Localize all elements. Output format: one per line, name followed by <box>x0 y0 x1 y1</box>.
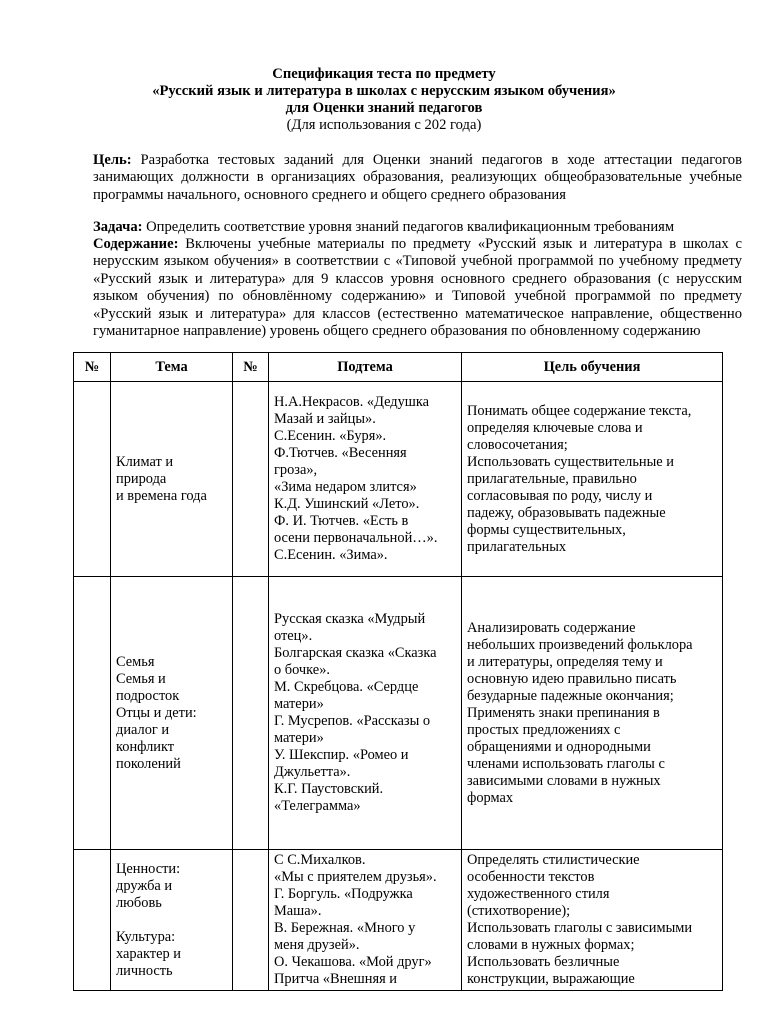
theme-line: конфликт <box>116 738 175 755</box>
goal-line: простых предложениях с <box>467 721 621 738</box>
goal-line: конструкции, выражающие <box>467 971 635 987</box>
subnum-cell <box>233 850 269 991</box>
goal-line: словами в нужных формах; <box>467 937 635 953</box>
goal-line: формы существительных, <box>467 521 626 538</box>
row-num-cell <box>74 382 111 577</box>
theme-line: любовь <box>116 894 162 911</box>
goal-line: формах <box>467 789 514 806</box>
theme-cell <box>111 850 233 991</box>
theme-line: Семья и <box>116 670 166 687</box>
theme-line: характер и <box>116 945 181 962</box>
theme-line: Отцы и дети: <box>116 704 197 721</box>
goal-line: основную идею правильно писать <box>467 670 677 687</box>
title-line-1: Спецификация теста по предмету <box>272 66 496 82</box>
theme-line: Культура: <box>116 928 176 945</box>
subtheme-line: матери» <box>274 696 324 712</box>
goal-line: Использовать существительные и <box>467 453 674 470</box>
table-row <box>74 577 723 850</box>
header-subtheme: Подтема <box>269 353 462 382</box>
content-paragraph <box>73 236 742 340</box>
subtheme-line: «Зима недаром злится» <box>274 479 417 495</box>
theme-line: диалог и <box>116 721 170 738</box>
subtheme-line: Г. Боргуль. «Подружка <box>274 886 413 902</box>
content-label: Содержание: <box>93 236 179 252</box>
goal-line: особенности текстов <box>467 869 595 885</box>
document-title <box>0 66 768 134</box>
goal-line: словосочетания; <box>467 436 568 453</box>
subtheme-line: У. Шекспир. «Ромео и <box>274 747 409 763</box>
subtheme-line: отец». <box>274 628 313 644</box>
goal-line: (стихотворение); <box>467 903 571 919</box>
subtheme-line: Ф. И. Тютчев. «Есть в <box>274 513 409 529</box>
subtheme-line: о бочке». <box>274 662 330 678</box>
subtheme-line: Джульетта». <box>274 764 351 780</box>
goal-line: художественного стиля <box>467 886 610 902</box>
content-text: Включены учебные материалы по предмету «Русский язык и литература в школах с нерусским языком обучения» в соответствии с «Типовой учебной программой по учебному предмету «Русский язык и литература» для 9 классов уровня основного среднего образования (с нерусским языком обучения) по обновлённому содержанию» и Типовой учебной программой по предмету «Русский язык и литература» для классов (естественно математическое направление, общественно гуманитарное направление) уровень общего среднего образования по обновленному содержанию <box>93 236 742 340</box>
theme-line: природа <box>116 470 167 487</box>
subtheme-line: Г. Мусрепов. «Рассказы о <box>274 713 431 729</box>
header-num2: № <box>233 353 269 382</box>
subtheme-line: Н.А.Некрасов. «Дедушка <box>274 394 430 410</box>
goal-line: и литературы, определяя тему и <box>467 653 663 670</box>
goal-line: зависимыми словами в нужных <box>467 772 661 789</box>
goal-line: прилагательные, правильно <box>467 470 637 487</box>
theme-line: поколений <box>116 755 181 772</box>
subtheme-line: Болгарская сказка «Сказка <box>274 645 437 661</box>
subtheme-line: Русская сказка «Мудрый <box>274 611 426 627</box>
subtheme-line: «Телеграмма» <box>274 798 361 814</box>
header-num: № <box>74 353 111 382</box>
goal-line: обращениями и однородными <box>467 738 651 755</box>
table-row <box>74 850 723 991</box>
subtheme-cell <box>269 577 462 850</box>
goal-line: Понимать общее содержание текста, <box>467 402 692 419</box>
subtheme-line: меня друзей». <box>274 937 360 953</box>
theme-cell <box>111 382 233 577</box>
goal-label: Цель: <box>93 152 132 168</box>
theme-line: и времена года <box>116 487 207 504</box>
theme-line: Ценности: <box>116 860 181 877</box>
goal-cell <box>462 577 723 850</box>
theme-line <box>116 912 227 929</box>
goal-line: падежу, образовывать падежные <box>467 504 666 521</box>
goal-line: Определять стилистические <box>467 852 640 868</box>
theme-line: подросток <box>116 687 180 704</box>
task-paragraph <box>73 219 742 236</box>
subtheme-line: К.Г. Паустовский. <box>274 781 384 797</box>
task-text: Определить соответствие уровня знаний педагогов квалификационным требованиям <box>146 219 675 235</box>
subtheme-cell <box>269 850 462 991</box>
theme-cell <box>111 577 233 850</box>
goal-paragraph <box>73 152 742 204</box>
subtheme-line: С.Есенин. «Зима». <box>274 547 388 563</box>
subtheme-line: К.Д. Ушинский «Лето». <box>274 496 420 512</box>
subnum-cell <box>233 577 269 850</box>
subtheme-line: В. Бережная. «Много у <box>274 920 416 936</box>
subtheme-line: С.Есенин. «Буря». <box>274 428 387 444</box>
subtheme-line: «Мы с приятелем друзья». <box>274 869 437 885</box>
header-goal: Цель обучения <box>462 353 723 382</box>
goal-line: Применять знаки препинания в <box>467 704 660 721</box>
row-num-cell <box>74 850 111 991</box>
title-line-3: для Оценки знаний педагогов <box>285 100 483 116</box>
subtheme-line: О. Чекашова. «Мой друг» <box>274 954 432 970</box>
goal-line: Использовать глаголы с зависимыми <box>467 920 693 936</box>
row-num-cell <box>74 577 111 850</box>
title-line-4: (Для использования с 202 года) <box>286 117 482 133</box>
subtheme-line: матери» <box>274 730 324 746</box>
task-label: Задача: <box>93 219 143 235</box>
goal-line: членами использовать глаголы с <box>467 755 665 772</box>
subtheme-cell <box>269 382 462 577</box>
goal-line: согласовывая по роду, числу и <box>467 487 653 504</box>
subtheme-line: М. Скребцова. «Сердце <box>274 679 419 695</box>
title-line-2: «Русский язык и литература в школах с нерусским языком обучения» <box>152 83 616 99</box>
theme-line: дружба и <box>116 877 173 894</box>
goal-line: Анализировать содержание <box>467 619 636 636</box>
subtheme-line: гроза», <box>274 462 318 478</box>
theme-line: Климат и <box>116 453 174 470</box>
goal-text: Разработка тестовых заданий для Оценки знаний педагогов в ходе аттестации педагогов занимающих должности в организациях образования, реализующих общеобразовательные учебные программы начального, основного среднего и общего среднего образования <box>93 152 742 203</box>
table-header-row <box>74 353 723 382</box>
theme-line: личность <box>116 962 173 979</box>
theme-line: Семья <box>116 653 155 670</box>
subtheme-line: Маша». <box>274 903 322 919</box>
subtheme-line: Притча «Внешняя и <box>274 971 398 987</box>
header-theme: Тема <box>111 353 233 382</box>
subtheme-line: Ф.Тютчев. «Весенняя <box>274 445 407 461</box>
table-row <box>74 382 723 577</box>
goal-cell <box>462 382 723 577</box>
goal-line: определяя ключевые слова и <box>467 419 643 436</box>
goal-cell <box>462 850 723 991</box>
subnum-cell <box>233 382 269 577</box>
spec-table <box>73 352 723 991</box>
goal-line: Использовать безличные <box>467 954 620 970</box>
goal-line: небольших произведений фольклора <box>467 636 693 653</box>
goal-line: прилагательных <box>467 538 567 555</box>
subtheme-line: С С.Михалков. <box>274 852 366 868</box>
subtheme-line: Мазай и зайцы». <box>274 411 376 427</box>
subtheme-line: осени первоначальной…». <box>274 530 438 546</box>
goal-line: безударные падежные окончания; <box>467 687 674 704</box>
